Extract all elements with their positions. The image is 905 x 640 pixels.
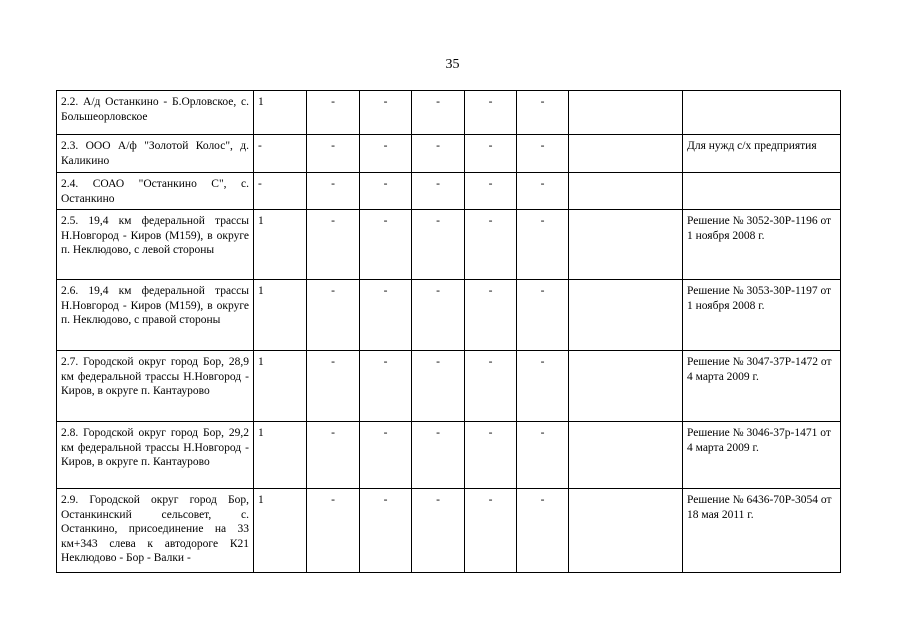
note-cell: Для нужд с/х предприятия <box>683 135 841 173</box>
value-cell: - <box>517 173 569 210</box>
value-cell: - <box>517 210 569 280</box>
value-cell: - <box>465 173 517 210</box>
table-row <box>57 351 841 422</box>
count-cell: 1 <box>254 351 307 422</box>
count-cell: - <box>254 135 307 173</box>
value-cell: - <box>465 280 517 351</box>
count-cell: 1 <box>254 489 307 573</box>
empty-cell <box>569 210 683 280</box>
value-cell: - <box>465 351 517 422</box>
value-cell: - <box>412 422 465 489</box>
value-cell: - <box>307 135 360 173</box>
empty-cell <box>569 422 683 489</box>
value-cell: - <box>307 422 360 489</box>
count-cell: - <box>254 173 307 210</box>
object-name-cell: 2.2. А/д Останкино - Б.Орловское, с. Большеорловское <box>57 91 254 135</box>
value-cell: - <box>517 91 569 135</box>
value-cell: - <box>412 351 465 422</box>
empty-cell <box>569 173 683 210</box>
value-cell: - <box>465 422 517 489</box>
value-cell: - <box>465 489 517 573</box>
value-cell: - <box>517 135 569 173</box>
note-cell <box>683 173 841 210</box>
value-cell: - <box>307 280 360 351</box>
objects-table <box>56 90 841 573</box>
value-cell: - <box>307 173 360 210</box>
value-cell: - <box>465 91 517 135</box>
empty-cell <box>569 135 683 173</box>
value-cell: - <box>360 280 412 351</box>
value-cell: - <box>360 135 412 173</box>
value-cell: - <box>412 173 465 210</box>
note-cell <box>683 91 841 135</box>
object-name-cell: 2.7. Городской округ город Бор, 28,9 км федеральной трассы Н.Новгород - Киров, в округе п. Кантаурово <box>57 351 254 422</box>
value-cell: - <box>360 489 412 573</box>
value-cell: - <box>517 280 569 351</box>
table-row <box>57 91 841 135</box>
value-cell: - <box>307 351 360 422</box>
value-cell: - <box>360 91 412 135</box>
value-cell: - <box>307 489 360 573</box>
count-cell: 1 <box>254 422 307 489</box>
value-cell: - <box>360 351 412 422</box>
note-cell: Решение № 3046-37р-1471 от 4 марта 2009 г. <box>683 422 841 489</box>
note-cell: Решение № 3052-30Р-1196 от 1 ноября 2008 г. <box>683 210 841 280</box>
empty-cell <box>569 91 683 135</box>
table-row <box>57 210 841 280</box>
table-row <box>57 135 841 173</box>
value-cell: - <box>517 489 569 573</box>
value-cell: - <box>412 210 465 280</box>
count-cell: 1 <box>254 91 307 135</box>
empty-cell <box>569 489 683 573</box>
note-cell: Решение № 6436-70Р-3054 от 18 мая 2011 г. <box>683 489 841 573</box>
note-cell: Решение № 3047-37Р-1472 от 4 марта 2009 г. <box>683 351 841 422</box>
object-name-cell: 2.3. ООО А/ф "Золотой Колос", д. Каликино <box>57 135 254 173</box>
value-cell: - <box>360 210 412 280</box>
value-cell: - <box>412 280 465 351</box>
table-row <box>57 173 841 210</box>
count-cell: 1 <box>254 210 307 280</box>
value-cell: - <box>307 91 360 135</box>
object-name-cell: 2.6. 19,4 км федеральной трассы Н.Новгород - Киров (М159), в округе п. Неклюдово, с правой стороны <box>57 280 254 351</box>
count-cell: 1 <box>254 280 307 351</box>
value-cell: - <box>360 173 412 210</box>
table-row <box>57 489 841 573</box>
empty-cell <box>569 280 683 351</box>
value-cell: - <box>465 210 517 280</box>
note-cell: Решение № 3053-30Р-1197 от 1 ноября 2008 г. <box>683 280 841 351</box>
empty-cell <box>569 351 683 422</box>
value-cell: - <box>412 489 465 573</box>
object-name-cell: 2.4. СОАО "Останкино С", с. Останкино <box>57 173 254 210</box>
page-number: 35 <box>445 57 460 72</box>
value-cell: - <box>517 422 569 489</box>
object-name-cell: 2.5. 19,4 км федеральной трассы Н.Новгород - Киров (М159), в округе п. Неклюдово, с левой стороны <box>57 210 254 280</box>
value-cell: - <box>307 210 360 280</box>
value-cell: - <box>517 351 569 422</box>
object-name-cell: 2.9. Городской округ город Бор, Останкинский сельсовет, с. Останкино, присоединение на 33 км+343 слева к автодороге К21 Неклюдово - Бор - Валки - <box>57 489 254 573</box>
value-cell: - <box>412 135 465 173</box>
table-row <box>57 422 841 489</box>
value-cell: - <box>360 422 412 489</box>
value-cell: - <box>412 91 465 135</box>
object-name-cell: 2.8. Городской округ город Бор, 29,2 км федеральной трассы Н.Новгород - Киров, в округе п. Кантаурово <box>57 422 254 489</box>
value-cell: - <box>465 135 517 173</box>
table-row <box>57 280 841 351</box>
